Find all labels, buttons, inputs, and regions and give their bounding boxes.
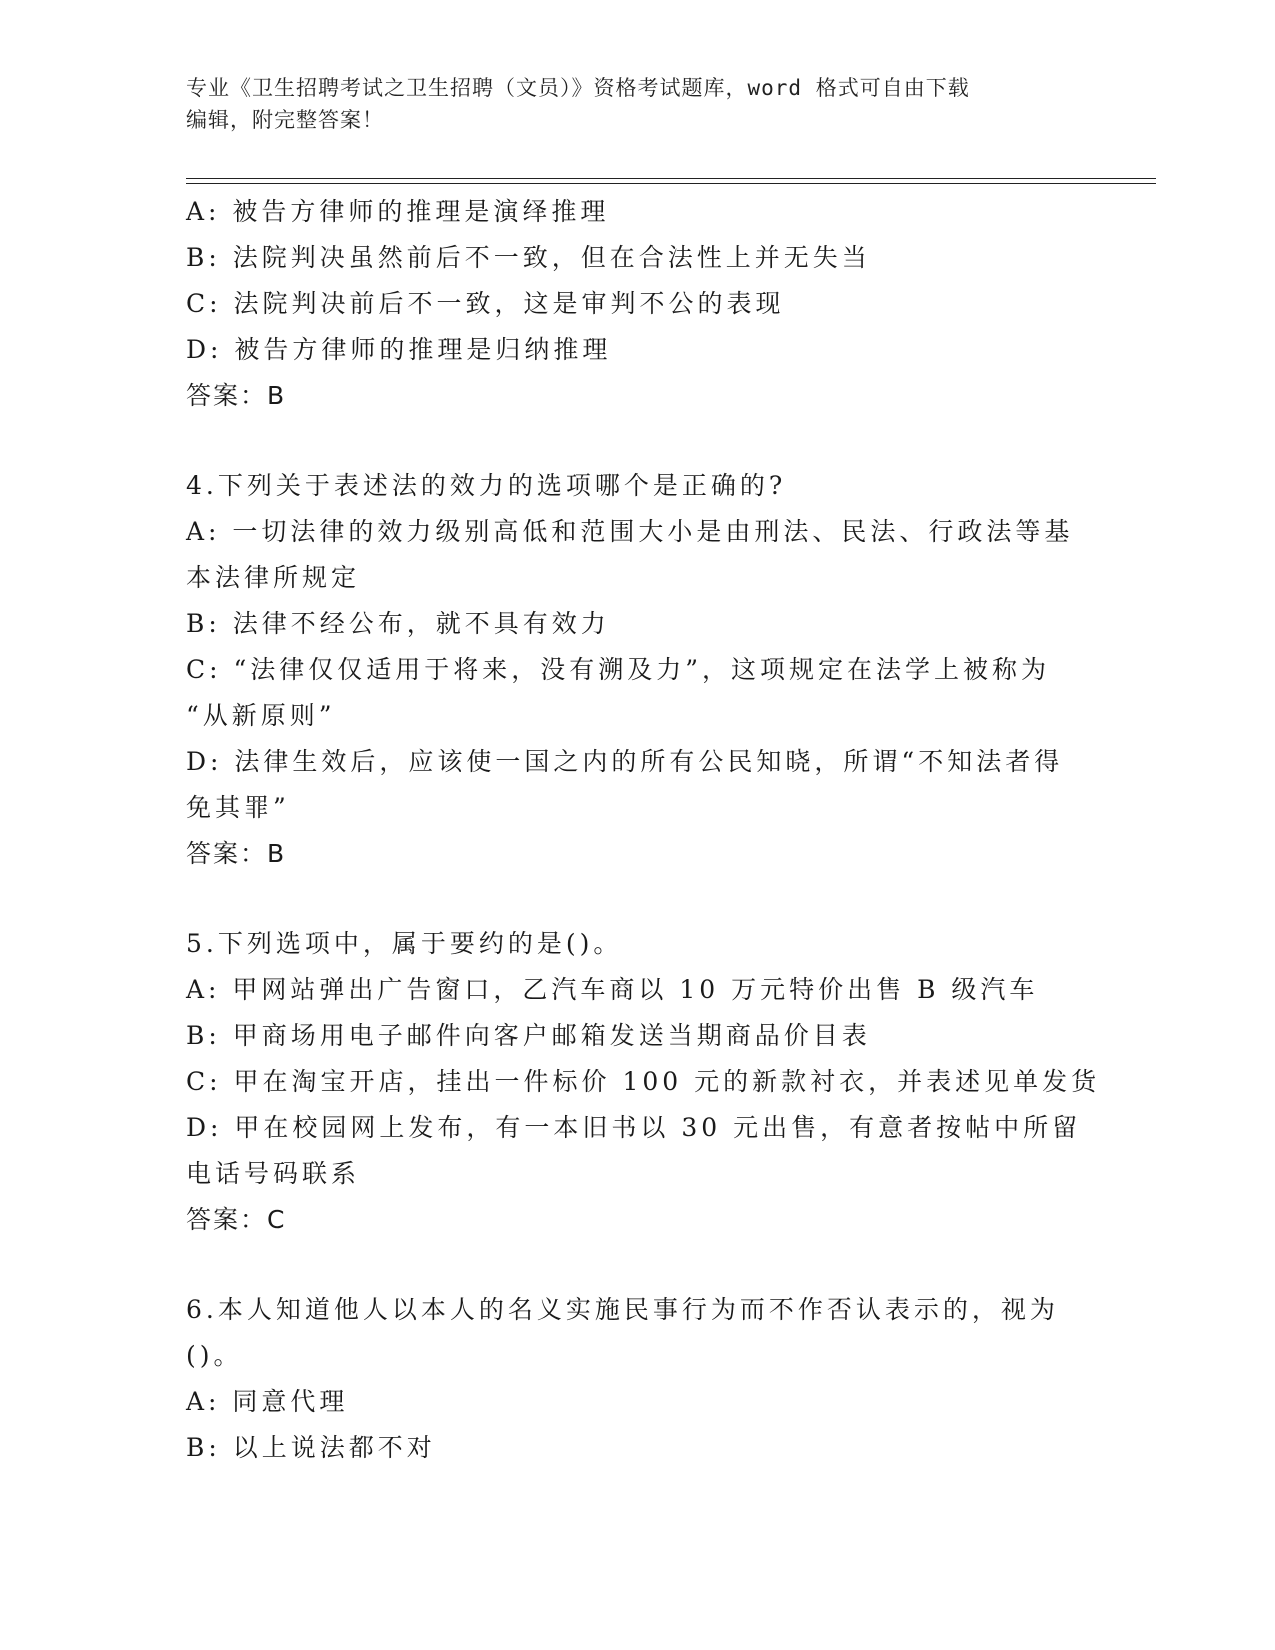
option-a: A: 被告方律师的推理是演绎推理 xyxy=(186,197,610,226)
question-3-block xyxy=(186,189,1086,419)
answer: 答案：B xyxy=(186,839,287,868)
answer: 答案：B xyxy=(186,381,287,410)
option-b: B: 法律不经公布，就不具有效力 xyxy=(186,609,610,638)
question-6-block xyxy=(186,1287,1086,1471)
option-d: D: 被告方律师的推理是归纳推理 xyxy=(186,335,612,364)
question-text: 6.本人知道他人以本人的名义实施民事行为而不作否认表示的，视为 xyxy=(186,1295,1059,1324)
header-line-1: 专业《卫生招聘考试之卫生招聘（文员）》资格考试题库，word 格式可自由下载 xyxy=(186,76,970,100)
option-b: B: 以上说法都不对 xyxy=(186,1433,436,1462)
option-c: C: “法律仅仅适用于将来，没有溯及力”，这项规定在法学上被称为 xyxy=(186,655,1051,684)
question-list xyxy=(186,189,1101,1471)
option-d-continued: 电话号码联系 xyxy=(186,1159,361,1188)
header-line-2: 编辑，附完整答案！ xyxy=(186,108,384,132)
option-a: A: 同意代理 xyxy=(186,1387,349,1416)
header-divider-top xyxy=(186,178,1156,179)
option-d: D: 甲在校园网上发布，有一本旧书以 30 元出售，有意者按帖中所留 xyxy=(186,1113,1082,1142)
question-text: 4.下列关于表述法的效力的选项哪个是正确的? xyxy=(186,471,787,500)
question-5-block xyxy=(186,921,1101,1243)
option-c: C: 甲在淘宝开店，挂出一件标价 100 元的新款衬衣，并表述见单发货 xyxy=(186,1067,1101,1096)
option-d: D: 法律生效后，应该使一国之内的所有公民知晓，所谓“不知法者得 xyxy=(186,747,1064,776)
option-a-continued: 本法律所规定 xyxy=(186,563,361,592)
document-header xyxy=(186,72,1066,136)
option-d-continued: 免其罪” xyxy=(186,793,290,822)
question-4-block xyxy=(186,463,1086,877)
option-a: A: 甲网站弹出广告窗口，乙汽车商以 10 万元特价出售 B 级汽车 xyxy=(186,975,1039,1004)
header-divider-bottom xyxy=(186,183,1156,184)
question-text-continued: ()。 xyxy=(186,1341,243,1370)
option-c: C: 法院判决前后不一致，这是审判不公的表现 xyxy=(186,289,785,318)
option-a: A: 一切法律的效力级别高低和范围大小是由刑法、民法、行政法等基 xyxy=(186,517,1074,546)
option-b: B: 法院判决虽然前后不一致，但在合法性上并无失当 xyxy=(186,243,871,272)
option-c-continued: “从新原则” xyxy=(186,701,336,730)
answer: 答案：C xyxy=(186,1205,287,1234)
option-b: B: 甲商场用电子邮件向客户邮箱发送当期商品价目表 xyxy=(186,1021,871,1050)
question-text: 5.下列选项中，属于要约的是()。 xyxy=(186,929,623,958)
